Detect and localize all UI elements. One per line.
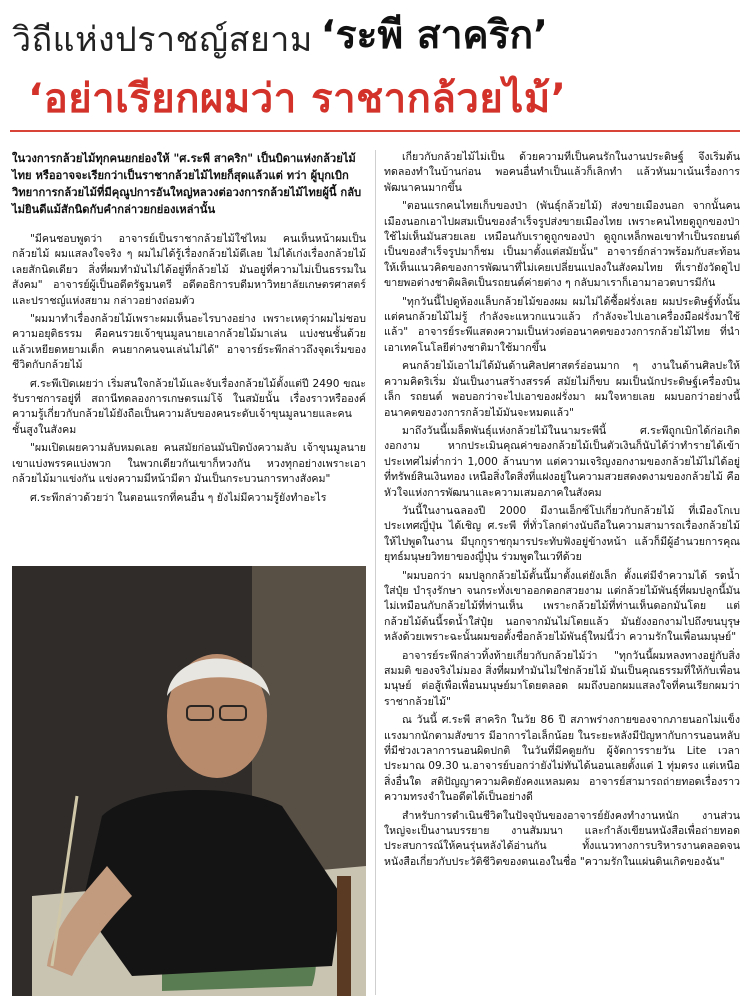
left-paragraph: "ผมมาทำเรื่องกล้วยไม้เพราะผมเห็นอะไรบางอย่าง เพราะเหตุว่าผมไม่ชอบความอยุติธรรม คือคนรวยเจ้าขุนมูลนายเอากล้วยไม้มาเล่น แบ่งชนชั้นด้วย แล้วเหยียดหยามเด็ก คนยากคนจนเล่นไม่ได้" อาจารย์ระพีกล่าวถึงจุดเริ่มของชีวิตกับกล้วยไม้	[12, 313, 366, 372]
left-paragraph: "ผมเปิดเผยความลับหมดเลย คนสมัยก่อนมันปิดบังความลับ เจ้าขุนมูลนายเขาแบ่งพรรคแบ่งพวก ในพวกเดียวกันเขาก็หวงกัน หวงทุกอย่างเพราะเอากล้วยไม้มาแข่งกัน แข่งความมีหน้ามีตา มันเป็นกระบวนการทางสังคม"	[12, 442, 366, 486]
right-paragraph: วันนี้ในงานฉลองปี 2000 มีงานเอ็กซ์โปเกี่ยวกับกล้วยไม้ ที่เมืองโกเบ ประเทศญี่ปุ่น ได้เชิญ ศ.ระพี ที่ทั่วโลกต่างนับถือในความสามารถเรื่องกล้วยไม้ ให้ไปพูดในงาน มีบุกกูราชกุมารประทับฟังอยู่ข้างหน้า แล้วก็มีผู้อำนวยการคุณยุทธ์มนุษยวิทยาของญี่ปุ่น ร่วมพูดในเวทีด้วย	[384, 504, 740, 564]
headline-row	[12, 6, 742, 66]
right-paragraph: อาจารย์ระพีกล่าวทิ้งท้ายเกี่ยวกับกล้วยไม้ว่า "ทุกวันนี้ผมหลงทางอยู่กับสิ่งสมมติ ของจริงไม่มอง สิ่งที่ผมทำมันไม่ใช่กล้วยไม้ มันเป็นคุณธรรมที่ให้กับเพื่อนมนุษย์ ต่อสู้เพื่อเพื่อนมนุษย์มาโดยตลอด ผมถึงบอกผมแสลงใจที่คนเรียกผมว่า ราชากล้วยไม้"	[384, 649, 740, 708]
left-paragraph: "มีคนชอบพูดว่า อาจารย์เป็นราชากล้วยไม้ใช่ไหม คนเห็นหน้าผมเป็นกล้วยไม้ ผมแสลงใจจริง ๆ ผมไม่ได้รู้เรื่องกล้วยไม้ดีเลย ไม่ได้เก่งเรื่องกล้วยไม้เลยสักนิดเดียว สิ่งที่ผมทำมันไม่ได้อยู่ที่กล้วยไม้ มันอยู่ที่ความไม่เป็นธรรมในสังคม" อาจารย์ผู้เป็นอดีตรัฐมนตรี อดีตอธิการบดีมหาวิทยาลัยเกษตรศาสตร์ และปราชญ์แห่งสยาม กล่าวอย่างถ่อมตัว	[12, 233, 366, 307]
right-paragraph: มาถึงวันนี้เมล็ดพันธุ์แห่งกล้วยไม้ในนามระพีนี้ ศ.ระพีถูกเบิกได้ก่อเกิดงอกงาม หากประเมินคุณค่าของกล้วยไม้เป็นตัวเงินก็นับได้ว่าทำรายได้เข้าประเทศไม่ต่ำกว่า 1,000 ล้านบาท แต่ความเจริญงอกงามของกล้วยไม้ไม่ได้อยู่ที่ทรัพย์สินเงินทอง เหนือสิ่งใดสิ่งที่แฝงอยู่ในความสวยสดงดงามของกล้วยไม้ คือ หัวใจแห่งการพัฒนาและความเสมอภาคในสังคม	[384, 424, 740, 499]
headline-kicker: วิถีแห่งปราชญ์สยาม	[12, 20, 313, 60]
headline-name: ‘ระพี สาคริก’	[320, 13, 548, 58]
left-paragraph: ศ.ระพีกล่าวด้วยว่า ในตอนแรกที่คนอื่น ๆ ยังไม่มีความรู้ยังทำอะไร	[30, 491, 327, 504]
right-paragraph: สำหรับการดำเนินชีวิตในปัจจุบันของอาจารย์ยังคงทำงานหนัก งานส่วนใหญ่จะเป็นงานบรรยาย งานสัมมนา และกำลังเขียนหนังสือเพื่อถ่ายทอดประสบการณ์ให้คนรุ่นหลังได้อ่านกัน ทั้งแนวทางการบริหารงานตลอดจนหนังสือเกี่ยวกับประวัติชีวิตของตนเองในชื่อ "ความรักในแผ่นดินเกิดของฉัน"	[384, 809, 740, 868]
portrait-illustration	[12, 566, 366, 996]
column-divider	[375, 150, 376, 995]
right-paragraph: "ผมบอกว่า ผมปลูกกล้วยไม้ตั้นนี้มาตั้งแต่ยังเล็ก ตั้งแต่มีจำความได้ รดน้ำ ใส่ปุ๋ย บำรุงรักษา จนกระทั่งเขาออกดอกสวยงาม แต่กล้วยไม้พันธุ์ที่ผมปลูกนี้มันไม่เหมือนกับกล้วยไม้ที่ท่านเห็น เพราะกล้วยไม้ที่ท่านเห็นดอกมันโตย แต่กล้วยไม้ต้นนี้รดน้ำใส่ปุ๋ย นอกจากมันไม่โตยแล้ว มันยังงอกงามไปถึงขนบุรุษหลังด้วยเพราะฉะนั้นผมขอตั้งชื่อกล้วยไม้พันธุ์ใหม่นี้ว่า ความรักในเพื่อนมนุษย์"	[384, 569, 740, 644]
portrait-photo	[12, 566, 366, 996]
right-paragraph: คนกล้วยไม้เอาไม่ได้มันด้านศิลปศาสตร์อ่อนมาก ๆ งานในด้านศิลปะให้ความคิดริเริ่ม มันเป็นงานสร้างสรรค์ สมัยไม่ก็ขบ ผมเป็นนักประดิษฐ์เครื่องบินเล็ก รถยนต์ พอบอกว่าจะไปเอาของฝรั่งมา ผมใจหายเลย ผมบอกว่าอย่างนี้อนาคตของวงการกล้วยไม้มันจะหมดแล้ว"	[384, 360, 740, 419]
lead-paragraph: ในวงการกล้วยไม้ทุกคนยกย่องให้ "ศ.ระพี สาคริก" เป็นบิดาแห่งกล้วยไม้ไทย หรืออาจจะเรียกว่าเป็นราชากล้วยไม้ไทยก็สุดแล้วแต่ ทว่า ผู้บุกเบิกวิทยาการกล้วยไม้ที่มีคุณูปการอันใหญ่หลวงต่อวงการกล้วยไม้ไทยผู้นี้ กลับไม่ยินดีแม้สักนิดกับคำกล่าวยกย่องเหล่านั้น	[12, 152, 362, 216]
headline-quote: ‘อย่าเรียกผมว่า ราชากล้วยไม้’	[28, 76, 567, 122]
right-paragraph: เกี่ยวกับกล้วยไม้ไม่เป็น ด้วยความที่เป็นคนรักในงานประดิษฐ์ จึงเริ่มต้นทดลองทำในบ้านก่อน พอคนอื่นทำเป็นแล้วก็เลิกทำ แล้วหันมาเน้นเรื่องการพัฒนาคนมากขึ้น	[384, 151, 740, 194]
right-column	[384, 150, 740, 1000]
left-column	[12, 232, 366, 562]
left-paragraph: ศ.ระพีเปิดเผยว่า เริ่มสนใจกล้วยไม้และจับเรื่องกล้วยไม้ตั้งแต่ปี 2490 ขณะรับราชการอยู่ที่ สถานีทดลองการเกษตรแม่โจ้ ในสมัยนั้น เรื่องราวหรือองค์ความรู้เกี่ยวกับกล้วยไม้ยังถือเป็นความลับของคนระดับเจ้าขุนมูลนายและคนชั้นสูงในสังคม	[12, 377, 366, 436]
right-paragraph: "ตอนแรกคนไทยเก็บของป่า (พันธุ์กล้วยไม้) ส่งขายเมืองนอก จากนั้นคนเมืองนอกเอาไปผสมเป็นของลำเร็จรูปส่งขายเมืองไทย เพราะคนไทยดูถูกของป่าใช้ไม่เห็นมันสวยเลย เหมือนกับเราดูถูกของป่า ดูถูกเหล็กพอเขาทำเป็นรถยนต์ เป็นของสำเร็จรูปมาก็ชม เป็นมาตั้งแต่สมัยนั้น" อาจารย์กล่าวพร้อมกับสะท้อนให้เห็นแนวคิดของการพัฒนาที่ไม่เคยเปลี่ยนแปลงในสังคมไทย ที่เรายังวัดดูไปขายพอต่างชาติผลิตเป็นรถยนต์ค่ายต่าง ๆ กลับมาเราก็เอามาอวดบารมีกัน	[384, 200, 740, 290]
right-paragraph: "ทุกวันนี้ไปดูห้องแล็บกล้วยไม้ของผม ผมไม่ได้ซื้อฝรั่งเลย ผมประดิษฐ์ทั้งนั้น แต่คนกล้วยไม้ไม่รู้ กำลังจะแหวกแนวแล้ว กำลังจะไปเอาเครื่องมือฝรั่งมาใช้แล้ว" อาจารย์ระพีแสดงความเป็นห่วงต่ออนาคตของวงการกล้วยไม้ไทย ที่นำเอาเทคโนโลยีต่างชาติมาใช้มากขึ้น	[384, 295, 740, 354]
headline-divider	[10, 130, 740, 132]
right-paragraph: ณ วันนี้ ศ.ระพี สาคริก ในวัย 86 ปี สภาพร่างกายของจากภายนอกไม่แข็งแรงมากนักตามสังขาร มีอาการไอเล็กน้อย ในระยะหลังมีปัญหากับการนอนหลับที่มีช่วงเวลาการนอนผิดปกติ ในวันที่มีคดูยกับ ผู้จัดการรายวัน Lite เวลาประมาณ 09.30 น.อาจารย์บอกว่ายังไม่ทันได้นอนเลยตั้งแต่ 1 ทุ่มตรง แต่เหนือสิ่งอื่นใด สติปัญญาความคิดยังคงแหลมคม อาจารย์สามารถถ่ายทอดเรื่องราวความทรงจำในอดีตได้เป็นอย่างดี	[384, 714, 740, 804]
